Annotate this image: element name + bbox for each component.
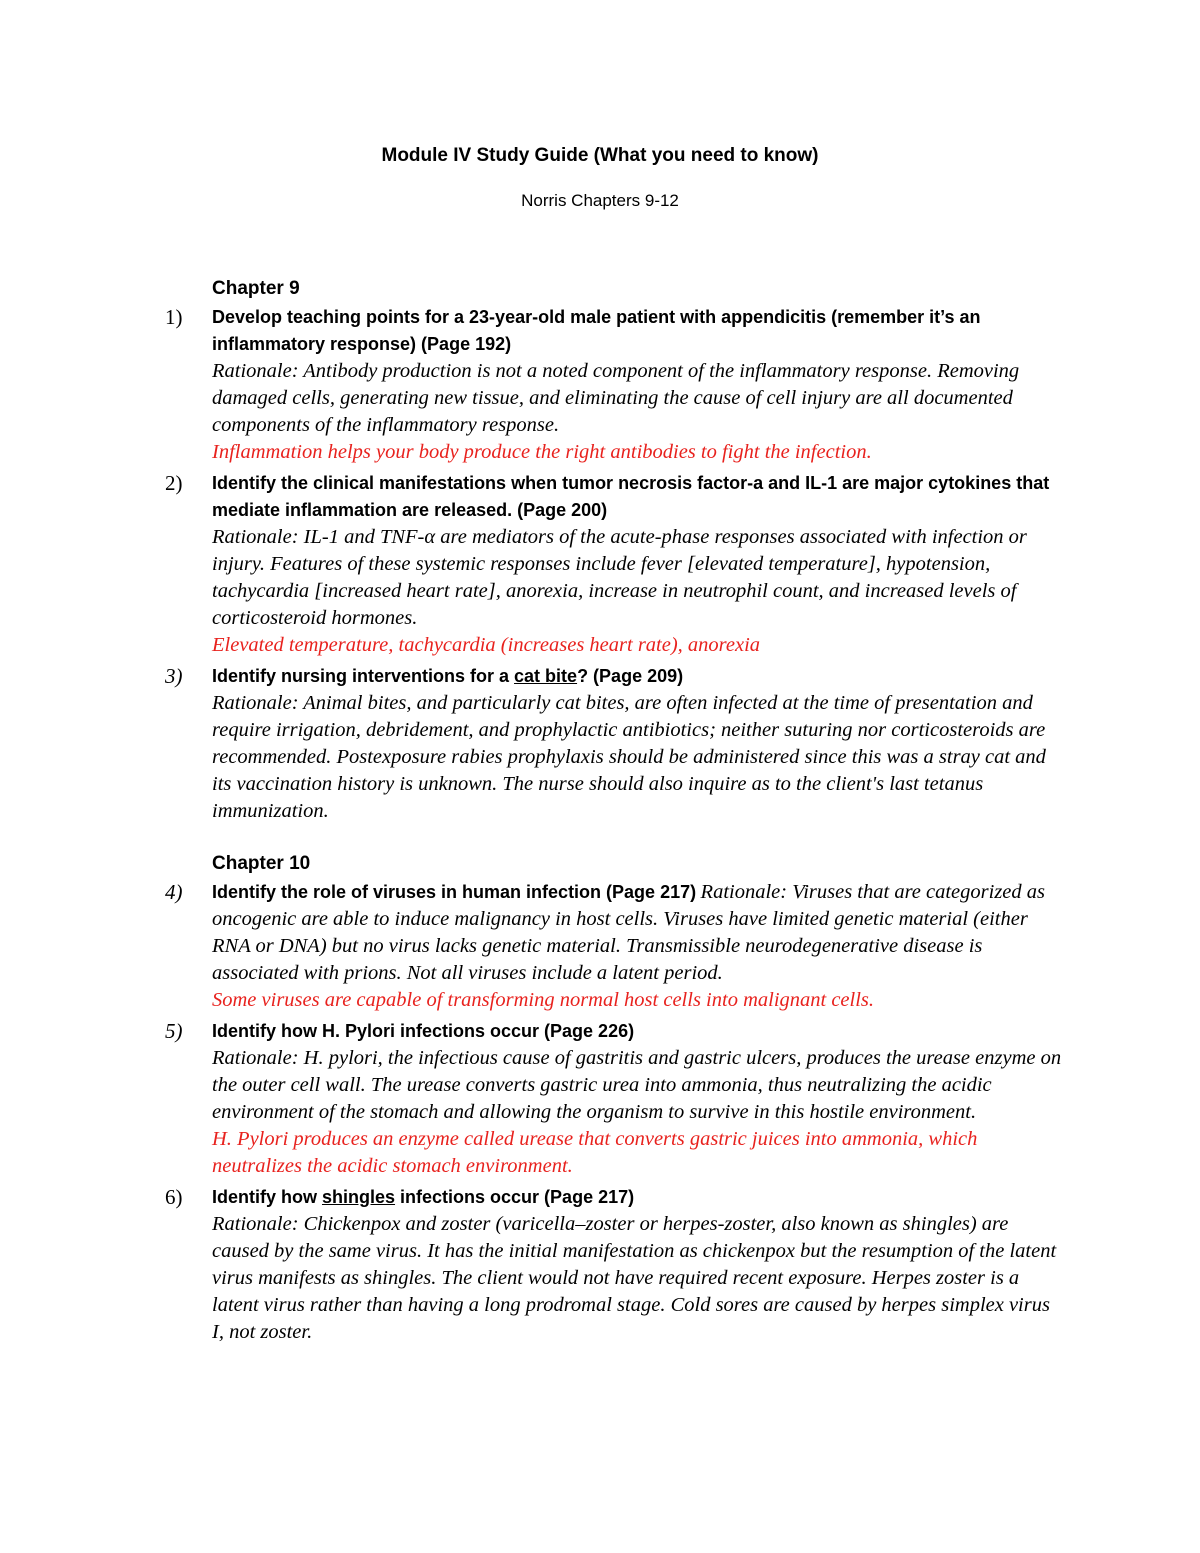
question-text bbox=[212, 663, 1062, 690]
question-text-part: Identify how bbox=[212, 1187, 322, 1207]
answer-text: Elevated temperature, tachycardia (increases heart rate), anorexia bbox=[212, 634, 761, 656]
list-item bbox=[0, 304, 1062, 466]
item-number: 1) bbox=[165, 305, 183, 329]
question-text bbox=[212, 1184, 1062, 1211]
document-title: Module IV Study Guide (What you need to know) bbox=[381, 145, 819, 166]
list-item bbox=[0, 1184, 1062, 1346]
chapter-heading: Chapter 9 bbox=[212, 278, 300, 299]
question-text: Develop teaching points for a 23-year-old male patient with appendicitis (remember it’s an inflammatory response) (Page 192) bbox=[212, 307, 981, 354]
rationale-text: Rationale: IL-1 and TNF-α are mediators of the acute-phase responses associated with infection or injury. Features of these systemic responses include fever [elevated temperature], hypotension, tachycardia [increased heart rate], anorexia, increase in neutrophil count, and increased levels of corticosteroid hormones. bbox=[212, 526, 1027, 629]
answer-text: Some viruses are capable of transforming normal host cells into malignant cells. bbox=[212, 989, 875, 1011]
question-text: Identify how H. Pylori infections occur (Page 226) bbox=[212, 1021, 635, 1041]
item-number: 5) bbox=[165, 1019, 183, 1043]
underlined-term: shingles bbox=[322, 1187, 396, 1207]
rationale-text: Rationale: Antibody production is not a noted component of the inflammatory response. Removing damaged cells, generating new tissue, and eliminating the cause of cell injury are all documented components of the inflammatory response. bbox=[212, 360, 1020, 436]
document-subtitle: Norris Chapters 9-12 bbox=[521, 191, 679, 210]
list-item bbox=[0, 879, 1062, 1014]
list-item bbox=[0, 663, 1062, 825]
question-text: Identify the role of viruses in human infection (Page 217) bbox=[212, 882, 697, 902]
item-number: 3) bbox=[165, 664, 183, 688]
rationale-text: Rationale: Chickenpox and zoster (varicella–zoster or herpes-zoster, also known as shingles) are caused by the same virus. It has the initial manifestation as chickenpox but the resumption of the latent virus manifests as shingles. The client would not have required recent exposure. Herpes zoster is a latent virus rather than having a long prodromal stage. Cold sores are caused by herpes simplex virus I, not zoster. bbox=[212, 1213, 1057, 1343]
question-text-part: Identify nursing interventions for a bbox=[212, 666, 515, 686]
answer-text: H. Pylori produces an enzyme called urease that converts gastric juices into ammonia, which neutralizes the acidic stomach environment. bbox=[212, 1128, 978, 1177]
list-item bbox=[0, 470, 1062, 659]
item-number: 6) bbox=[165, 1185, 183, 1209]
item-number: 4) bbox=[165, 880, 183, 904]
list-item bbox=[0, 1018, 1062, 1180]
chapter-10-section bbox=[0, 851, 1200, 1350]
answer-text: Inflammation helps your body produce the right antibodies to fight the infection. bbox=[212, 441, 872, 463]
rationale-text: Rationale: Viruses that are categorized as oncogenic are able to induce malignancy in host cells. Viruses have limited genetic material (either RNA or DNA) but no virus lacks genetic material. Transmissible neurodegenerative disease is associated with prions. Not all viruses include a latent period. bbox=[212, 881, 1046, 984]
chapter-9-section bbox=[0, 276, 1200, 829]
question-text-part: ? (Page 209) bbox=[577, 666, 684, 686]
question-text: Identify the clinical manifestations when tumor necrosis factor-a and IL-1 are major cytokines that mediate inflammation are released. (Page 200) bbox=[212, 473, 1050, 520]
chapter-heading: Chapter 10 bbox=[212, 853, 311, 874]
underlined-term: cat bite bbox=[514, 666, 578, 686]
rationale-text: Rationale: H. pylori, the infectious cause of gastritis and gastric ulcers, produces the urease enzyme on the outer cell wall. The urease converts gastric urea into ammonia, thus neutralizing the acidic environment of the stomach and allowing the organism to survive in this hostile environment. bbox=[212, 1047, 1062, 1123]
question-text-part: infections occur (Page 217) bbox=[395, 1187, 635, 1207]
rationale-text: Rationale: Animal bites, and particularly cat bites, are often infected at the time of presentation and require irrigation, debridement, and prophylactic antibiotics; neither suturing nor corticosteroids are recommended. Postexposure rabies prophylaxis should be administered since this was a stray cat and its vaccination history is unknown. The nurse should also inquire as to the client's last tetanus immunization. bbox=[212, 692, 1046, 822]
item-number: 2) bbox=[165, 471, 183, 495]
